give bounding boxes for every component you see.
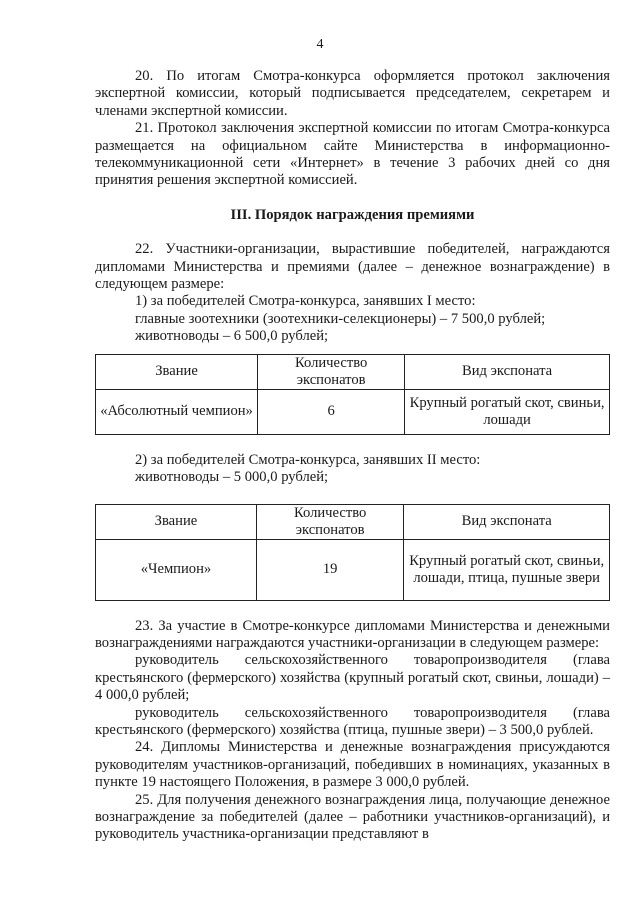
table-cell-count: 6 <box>258 389 405 434</box>
table-row <box>96 389 610 434</box>
paragraph-22-1a: главные зоотехники (зоотехники-селекционеры) – 7 500,0 рублей; <box>135 310 546 327</box>
paragraph-22-2a: животноводы – 5 000,0 рублей; <box>135 469 329 486</box>
table-header-cell: Количество экспонатов <box>256 504 403 539</box>
table-header-row <box>96 354 610 389</box>
paragraph-24: 24. Дипломы Министерства и денежные вознаграждения присуждаются руководителям участников-организаций, победивших в номинациях, указанных в пункте 19 настоящего Положения, в размере 3 000,0 рублей. <box>95 739 610 791</box>
awards-table-second-place <box>95 504 610 601</box>
paragraph-21: 21. Протокол заключения экспертной комиссии по итогам Смотра-конкурса размещается на официальном сайте Министерства в информационно-телекоммуникационной сети «Интернет» в течение 3 рабочих дней со дня принятия решения экспертной комиссией. <box>95 120 610 189</box>
document-body <box>95 68 610 844</box>
paragraph-22-2: 2) за победителей Смотра-конкурса, занявших II место: <box>135 451 481 468</box>
table-header-row <box>96 504 610 539</box>
table-cell-count: 19 <box>256 539 403 600</box>
table-header-cell: Количество экспонатов <box>258 354 405 389</box>
paragraph-22: 22. Участники-организации, вырастившие победителей, награждаются дипломами Министерства и премиями (далее – денежное вознаграждение) в следующем размере: <box>95 241 610 293</box>
paragraph-22-1b: животноводы – 6 500,0 рублей; <box>135 328 329 345</box>
section-heading: III. Порядок награждения премиями <box>230 206 475 223</box>
table-cell-type: Крупный рогатый скот, свиньи, лошади <box>405 389 610 434</box>
table-header-cell: Звание <box>96 504 257 539</box>
paragraph-23: 23. За участие в Смотре-конкурсе дипломами Министерства и денежными вознаграждениями награждаются участники-организации в следующем размере: <box>95 617 610 651</box>
table-cell-type: Крупный рогатый скот, свиньи, лошади, птица, пушные звери <box>404 539 610 600</box>
paragraph-23-a: руководитель сельскохозяйственного товаропроизводителя (глава крестьянского (фермерского) хозяйства (крупный рогатый скот, свиньи, лошади) – 4 000,0 рублей; <box>95 652 610 704</box>
table-cell-title: «Абсолютный чемпион» <box>96 389 258 434</box>
paragraph-25: 25. Для получения денежного вознаграждения лица, получающие денежное вознаграждение за победителей (далее – работники участников-организаций), и руководитель участника-организации представляют в <box>95 791 610 843</box>
table-row <box>96 539 610 600</box>
table-cell-title: «Чемпион» <box>96 539 257 600</box>
awards-table-first-place <box>95 354 610 435</box>
paragraph-22-1: 1) за победителей Смотра-конкурса, занявших I место: <box>135 293 476 310</box>
page-number: 4 <box>316 37 324 52</box>
table-header-cell: Звание <box>96 354 258 389</box>
paragraph-23-b: руководитель сельскохозяйственного товаропроизводителя (глава крестьянского (фермерского) хозяйства (птица, пушные звери) – 3 500,0 рублей. <box>95 704 610 738</box>
table-header-cell: Вид экспоната <box>404 504 610 539</box>
table-header-cell: Вид экспоната <box>405 354 610 389</box>
paragraph-20: 20. По итогам Смотра-конкурса оформляется протокол заключения экспертной комиссии, который подписывается председателем, секретарем и членами экспертной комиссии. <box>95 68 610 119</box>
